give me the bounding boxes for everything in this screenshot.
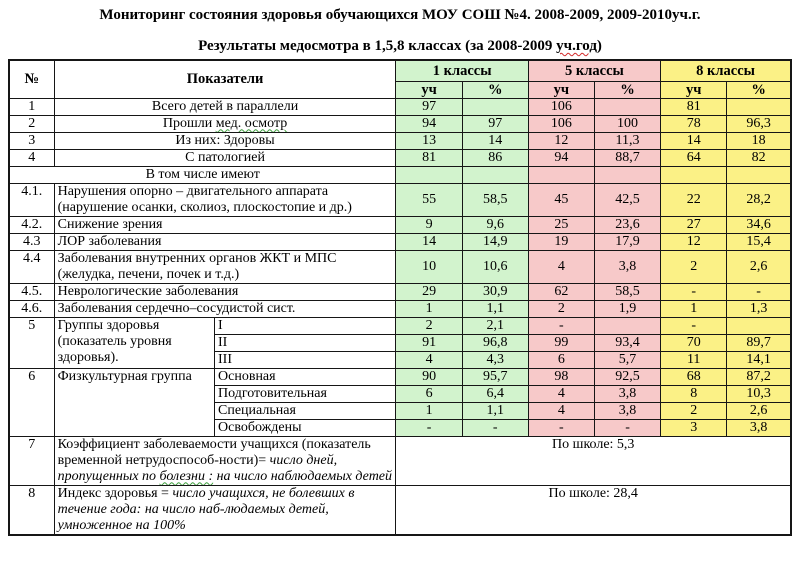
value-cell: 96,3 (727, 115, 791, 132)
value-cell: 98 (528, 368, 594, 385)
value-cell: 1,1 (462, 402, 528, 419)
text-fragment: число учащихся, не болевших в течение года: на число наб-людаемых детей, умноженное на 100% (57, 485, 355, 533)
value-cell: 2,6 (727, 250, 791, 283)
value-cell: 89,7 (727, 334, 791, 351)
value-cell: - (594, 419, 660, 436)
table-row (9, 115, 791, 132)
value-cell: 94 (528, 149, 594, 166)
value-cell: - (661, 283, 727, 300)
value-cell: 58,5 (594, 283, 660, 300)
medcheck-results-table (8, 59, 792, 536)
indicator-label: С патологией (54, 149, 396, 166)
value-cell: 27 (661, 216, 727, 233)
value-cell: 58,5 (462, 183, 528, 216)
table-row (9, 132, 791, 149)
value-cell: 42,5 (594, 183, 660, 216)
indicator-label: Заболевания внутренних органов ЖКТ и МПС (желудка, печени, почек и т.д.) (54, 250, 396, 283)
table-row (9, 98, 791, 115)
value-cell: 70 (661, 334, 727, 351)
row-number: 4 (9, 149, 54, 166)
value-cell: 30,9 (462, 283, 528, 300)
row-number: 4.6. (9, 300, 54, 317)
value-cell: 95,7 (462, 368, 528, 385)
value-cell: - (661, 317, 727, 334)
value-cell: 6 (396, 385, 462, 402)
value-cell: 15,4 (727, 233, 791, 250)
value-cell: 10,3 (727, 385, 791, 402)
value-cell: 4 (528, 402, 594, 419)
value-cell: 3,8 (594, 385, 660, 402)
value-cell: 10 (396, 250, 462, 283)
value-cell: 106 (528, 115, 594, 132)
value-cell: - (528, 419, 594, 436)
row-number: 4.4 (9, 250, 54, 283)
value-cell: 17,9 (594, 233, 660, 250)
header-subcol: % (462, 81, 528, 98)
row-number: 8 (9, 485, 54, 535)
value-cell: 14 (462, 132, 528, 149)
value-cell: 4 (528, 385, 594, 402)
table-row (9, 233, 791, 250)
table-row (9, 183, 791, 216)
value-cell (661, 166, 727, 183)
row-number: 4.5. (9, 283, 54, 300)
value-cell (594, 166, 660, 183)
value-cell: 2,1 (462, 317, 528, 334)
value-cell: 96,8 (462, 334, 528, 351)
group-label: Группы здоровья (показатель уровня здоровья). (54, 317, 214, 368)
value-cell: 4 (528, 250, 594, 283)
value-cell: - (396, 419, 462, 436)
value-cell: 87,2 (727, 368, 791, 385)
indicator-label: Снижение зрения (54, 216, 396, 233)
value-cell: 86 (462, 149, 528, 166)
value-cell: - (528, 317, 594, 334)
table-row (9, 250, 791, 283)
value-cell: 14,9 (462, 233, 528, 250)
value-cell: 8 (661, 385, 727, 402)
value-cell: 3,8 (727, 419, 791, 436)
table-row (9, 216, 791, 233)
value-cell: 106 (528, 98, 594, 115)
text-fragment: Коэффициент заболеваемости учащихся (показатель временной нетрудоспособ-ности)= (57, 436, 371, 468)
table-row (9, 436, 791, 485)
value-cell: 94 (396, 115, 462, 132)
value-cell: 6,4 (462, 385, 528, 402)
value-cell: 78 (661, 115, 727, 132)
header-class-group: 5 классы (528, 60, 660, 81)
row-number: 1 (9, 98, 54, 115)
row-number: 4.2. (9, 216, 54, 233)
row-number: 4.1. (9, 183, 54, 216)
group-label: Физкультурная группа (54, 368, 214, 436)
value-cell: 14 (396, 233, 462, 250)
value-cell: 1 (396, 300, 462, 317)
indicator-label: Заболевания сердечно–сосудистой сист. (54, 300, 396, 317)
school-total: По школе: 5,3 (396, 436, 791, 485)
value-cell: 11 (661, 351, 727, 368)
value-cell: 92,5 (594, 368, 660, 385)
text-fragment: мед. осмотр (215, 115, 288, 131)
section-label: В том числе имеют (9, 166, 396, 183)
header-subcol: уч (661, 81, 727, 98)
value-cell: 12 (528, 132, 594, 149)
value-cell (594, 98, 660, 115)
value-cell: 88,7 (594, 149, 660, 166)
value-cell (727, 317, 791, 334)
header-subcol: % (727, 81, 791, 98)
table-body (9, 98, 791, 535)
value-cell: 1 (396, 402, 462, 419)
value-cell: 81 (661, 98, 727, 115)
value-cell: 1 (661, 300, 727, 317)
value-cell: 90 (396, 368, 462, 385)
value-cell: 68 (661, 368, 727, 385)
value-cell: 25 (528, 216, 594, 233)
subgroup-label: Освобождены (215, 419, 396, 436)
subgroup-label: Специальная (215, 402, 396, 419)
value-cell: 2 (528, 300, 594, 317)
value-cell: 18 (727, 132, 791, 149)
header-subcol: уч (528, 81, 594, 98)
value-cell: 3,8 (594, 402, 660, 419)
value-cell: 34,6 (727, 216, 791, 233)
text-fragment: Результаты медосмотра в 1,5,8 классах (за 2008-2009 (198, 38, 557, 54)
value-cell: 91 (396, 334, 462, 351)
school-total: По школе: 28,4 (396, 485, 791, 535)
indicator-label: Всего детей в параллели (54, 98, 396, 115)
value-cell: 11,3 (594, 132, 660, 149)
value-cell (727, 166, 791, 183)
row-number: 5 (9, 317, 54, 368)
value-cell: 10,6 (462, 250, 528, 283)
value-cell: 93,4 (594, 334, 660, 351)
indicator-label: Из них: Здоровы (54, 132, 396, 149)
value-cell: 45 (528, 183, 594, 216)
text-fragment: болезни : (159, 468, 214, 484)
value-cell (462, 98, 528, 115)
value-cell (727, 98, 791, 115)
header-subcol: % (594, 81, 660, 98)
value-cell (594, 317, 660, 334)
text-fragment: уч.год (556, 38, 597, 54)
subgroup-label: Подготовительная (215, 385, 396, 402)
value-cell: 82 (727, 149, 791, 166)
indicator-label: Неврологические заболевания (54, 283, 396, 300)
header-indicators: Показатели (54, 60, 396, 98)
row-number: 6 (9, 368, 54, 436)
table-row (9, 368, 791, 385)
value-cell: 9 (396, 216, 462, 233)
indicator-label (54, 115, 396, 132)
header-num: № (9, 60, 54, 98)
indicator-label: ЛОР заболевания (54, 233, 396, 250)
page-subtitle (0, 37, 800, 55)
header-row-groups (9, 60, 791, 81)
value-cell: 4,3 (462, 351, 528, 368)
value-cell: 1,9 (594, 300, 660, 317)
value-cell: 13 (396, 132, 462, 149)
value-cell: - (462, 419, 528, 436)
header-class-group: 8 классы (661, 60, 791, 81)
value-cell: 9,6 (462, 216, 528, 233)
value-cell: 22 (661, 183, 727, 216)
text-fragment: на число наблюдаемых детей (213, 468, 393, 484)
indicator-label (54, 485, 396, 535)
value-cell: 2 (396, 317, 462, 334)
value-cell: - (727, 283, 791, 300)
value-cell: 14 (661, 132, 727, 149)
value-cell: 29 (396, 283, 462, 300)
table-row (9, 149, 791, 166)
value-cell: 64 (661, 149, 727, 166)
text-fragment: число дней, пропущенных по (57, 452, 338, 484)
value-cell (462, 166, 528, 183)
value-cell: 2 (661, 250, 727, 283)
value-cell: 55 (396, 183, 462, 216)
value-cell: 2,6 (727, 402, 791, 419)
value-cell (528, 166, 594, 183)
value-cell: 3,8 (594, 250, 660, 283)
value-cell: 1,1 (462, 300, 528, 317)
value-cell: 5,7 (594, 351, 660, 368)
subgroup-label: I (215, 317, 396, 334)
value-cell: 81 (396, 149, 462, 166)
value-cell: 1,3 (727, 300, 791, 317)
value-cell: 100 (594, 115, 660, 132)
value-cell: 12 (661, 233, 727, 250)
value-cell: 97 (396, 98, 462, 115)
subgroup-label: II (215, 334, 396, 351)
table-row (9, 485, 791, 535)
table-row (9, 300, 791, 317)
subgroup-label: Основная (215, 368, 396, 385)
row-number: 3 (9, 132, 54, 149)
table-row (9, 166, 791, 183)
table-row (9, 317, 791, 334)
value-cell: 6 (528, 351, 594, 368)
row-number: 7 (9, 436, 54, 485)
value-cell: 28,2 (727, 183, 791, 216)
header-subcol: уч (396, 81, 462, 98)
header-class-group: 1 классы (396, 60, 528, 81)
value-cell: 2 (661, 402, 727, 419)
text-fragment: Индекс здоровья = (57, 485, 173, 501)
indicator-label (54, 436, 396, 485)
value-cell: 97 (462, 115, 528, 132)
text-fragment: ) (596, 38, 602, 54)
table-row (9, 283, 791, 300)
page-title: Мониторинг состояния здоровья обучающихся МОУ СОШ №4. 2008-2009, 2009-2010уч.г. (99, 7, 701, 23)
value-cell (396, 166, 462, 183)
subgroup-label: III (215, 351, 396, 368)
table-header (9, 60, 791, 98)
row-number: 4.3 (9, 233, 54, 250)
value-cell: 62 (528, 283, 594, 300)
row-number: 2 (9, 115, 54, 132)
value-cell: 99 (528, 334, 594, 351)
value-cell: 23,6 (594, 216, 660, 233)
indicator-label: Нарушения опорно – двигательного аппарата (нарушение осанки, сколиоз, плоскостопие и др.) (54, 183, 396, 216)
text-fragment: Прошли (162, 115, 216, 131)
value-cell: 3 (661, 419, 727, 436)
value-cell: 14,1 (727, 351, 791, 368)
value-cell: 4 (396, 351, 462, 368)
value-cell: 19 (528, 233, 594, 250)
